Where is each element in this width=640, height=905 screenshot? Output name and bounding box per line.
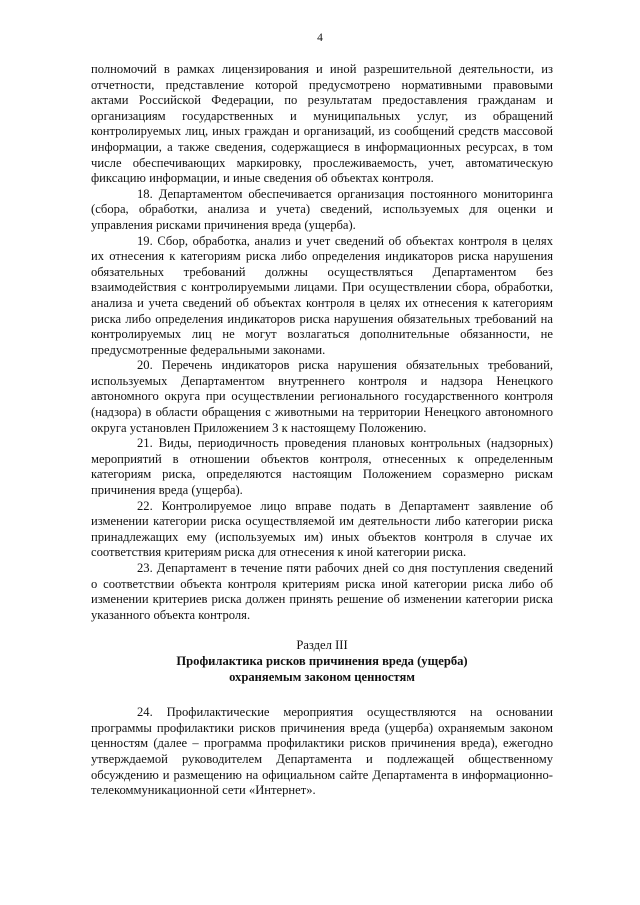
paragraph-21: 21. Виды, периодичность проведения плановых контрольных (надзорных) мероприятий в отношении объектов контроля, отнесенных к определенным категориям риска, определяются настоящим Положением соразмерно рискам причинения вреда (ущерба). xyxy=(91,436,553,498)
section-label: Раздел III xyxy=(296,638,348,653)
section-heading xyxy=(91,638,553,685)
section-title-line-2: охраняемым законом ценностям xyxy=(229,669,415,684)
paragraph-22: 22. Контролируемое лицо вправе подать в Департамент заявление об изменении категории риска осуществляемой им деятельности либо категории риска принадлежащих ему (используемых им) иных объектов контроля в случае их соответствия критериям риска для отнесения к иной категории риска. xyxy=(91,498,553,560)
section-title-line-1: Профилактика рисков причинения вреда (ущерба) xyxy=(176,653,468,668)
paragraph-18: 18. Департаментом обеспечивается организация постоянного мониторинга (сбора, обработки, анализа и учета) сведений, используемых для оценки и управления рисками причинения вреда (ущерба). xyxy=(91,186,553,232)
paragraph-24: 24. Профилактические мероприятия осуществляются на основании программы профилактики рисков причинения вреда (ущерба) охраняемым законом ценностям (далее – программа профилактики рисков причинения вреда), ежегодно утверждаемой руководителем Департамента и подлежащей общественному обсуждению и размещению на официальном сайте Департамента в информационно-телекоммуникационной сети «Интернет». xyxy=(91,705,553,798)
paragraph-20: 20. Перечень индикаторов риска нарушения обязательных требований, используемых Департаментом внутреннего контроля и надзора Ненецкого автономного округа при осуществлении регионального государственного контроля (надзора) в области обращения с животными на территории Ненецкого автономного округа установлен Приложением 3 к настоящему Положению. xyxy=(91,358,553,435)
paragraph-continuation: полномочий в рамках лицензирования и иной разрешительной деятельности, из отчетности, представление которой предусмотрено нормативными правовыми актами Российской Федерации, по результатам предоставления гражданам и организациям государственных и муниципальных услуг, из обращений контролируемых лиц, иных граждан и организаций, из сообщений средств массовой информации, а также сведения, содержащиеся в информационных ресурсах, в том числе обеспечивающих маркировку, прослеживаемость, учет, автоматическую фиксацию информации, и иные сведения об объектах контроля. xyxy=(91,62,553,186)
paragraph-19: 19. Сбор, обработка, анализ и учет сведений об объектах контроля в целях их отнесения к категориям риска либо определения индикаторов риска нарушения обязательных требований должны осуществляться Департаментом без взаимодействия с контролируемыми лицами. При осуществлении сбора, обработки, анализа и учета сведений об объектах контроля в целях их отнесения к категориям риска либо определения индикаторов риска нарушения обязательных требований на контролируемых лиц не могут возлагаться дополнительные обязанности, не предусмотренные федеральными законами. xyxy=(91,233,553,357)
page-number: 4 xyxy=(317,32,323,44)
paragraph-23: 23. Департамент в течение пяти рабочих дней со дня поступления сведений о соответствии объекта контроля критериям риска иной категории риска либо об изменении критериев риска должен принять решение об изменении категории риска указанного объекта контроля. xyxy=(91,561,553,622)
section-title xyxy=(91,654,553,685)
document-body xyxy=(91,62,553,799)
